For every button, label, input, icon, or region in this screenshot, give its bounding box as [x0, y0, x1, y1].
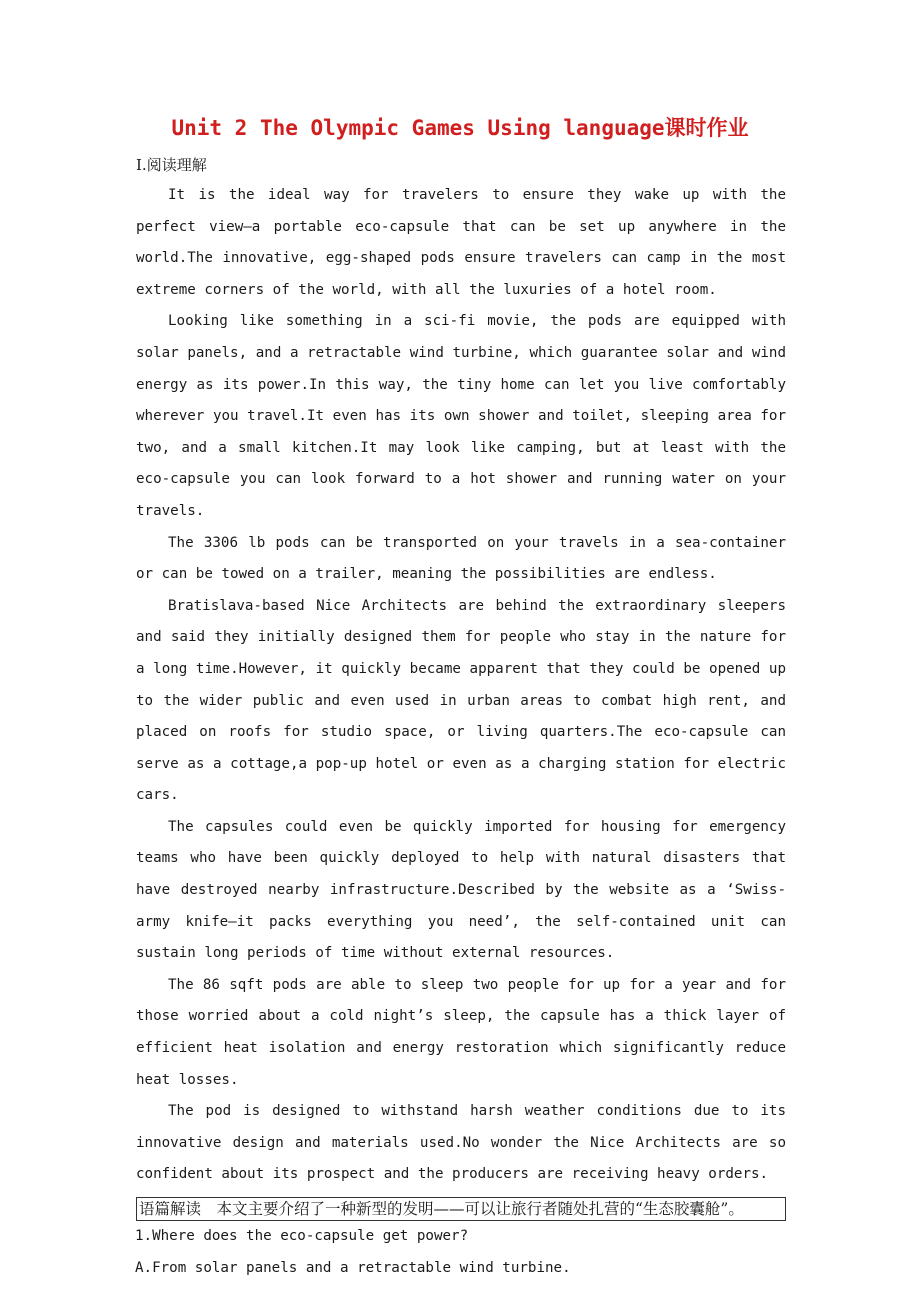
- paragraph: It is the ideal way for travelers to ensure they wake up with the perfect view—a portable eco-capsule that can be set up anywhere in the world.The innovative, egg-shaped pods ensure travelers can camp in the most extreme corners of the world, with all the luxuries of a hotel room.: [136, 187, 786, 298]
- page-title: Unit 2 The Olympic Games Using language课时作业: [171, 116, 749, 140]
- paragraph: The pod is designed to withstand harsh weather conditions due to its innovative design and materials used.No wonder the Nice Architects are so confident about its prospect and the producers are receiving heavy orders.: [136, 1103, 786, 1183]
- paragraph: The 3306 lb pods can be transported on your travels in a sea-container or can be towed on a trailer, meaning the possibilities are endless.: [136, 534, 786, 583]
- reading-passage: [136, 180, 786, 1284]
- summary-box: 语篇解读 本文主要介绍了一种新型的发明——可以让旅行者随处扎营的“生态胶囊舱”。: [136, 1197, 786, 1221]
- option-a: A.From solar panels and a retractable wind turbine.: [135, 1259, 571, 1276]
- paragraph: The 86 sqft pods are able to sleep two people for up for a year and for those worried about a cold night’s sleep, the capsule has a thick layer of efficient heat isolation and energy restoration which significantly reduce heat losses.: [136, 976, 786, 1088]
- paragraph: Bratislava-based Nice Architects are behind the extraordinary sleepers and said they initially designed them for people who stay in the nature for a long time.However, it quickly became apparent that they could be opened up to the wider public and even used in urban areas to combat high rent, and placed on roofs for studio space, or living quarters.The eco-capsule can serve as a cottage,a pop-up hotel or even as a charging station for electric cars.: [136, 597, 786, 804]
- section-heading: Ⅰ.阅读理解: [136, 156, 207, 174]
- paragraph: Looking like something in a sci-fi movie, the pods are equipped with solar panels, and a retractable wind turbine, which guarantee solar and wind energy as its power.In this way, the tiny home can let you live comfortably wherever you travel.It even has its own shower and toilet, sleeping area for two, and a small kitchen.It may look like camping, but at least with the eco-capsule you can look forward to a hot shower and running water on your travels.: [136, 313, 786, 519]
- question-1: 1.Where does the eco-capsule get power?: [135, 1228, 469, 1244]
- paragraph: The capsules could even be quickly imported for housing for emergency teams who have been quickly deployed to help with natural disasters that have destroyed nearby infrastructure.Described by the website as a ‘Swiss-army knife—it packs everything you need’, the self-contained unit can sustain long periods of time without external resources.: [136, 818, 786, 962]
